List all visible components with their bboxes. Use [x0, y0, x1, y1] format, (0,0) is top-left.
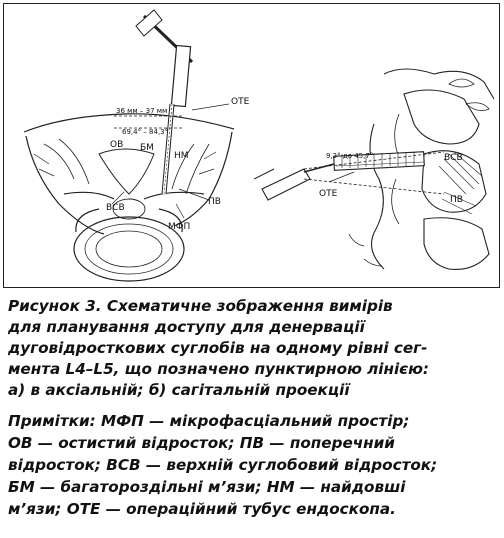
axial-bm-label: БМ — [140, 143, 154, 153]
caption-line: Рисунок 3. Схематичне зображення вимірів — [8, 297, 393, 315]
notes-line: ОВ — остистий відросток; ПВ — поперечний — [8, 434, 395, 452]
axial-measure-deg: 69,4° – 84,3° — [122, 128, 169, 136]
axial-mfp-label: МФП — [168, 222, 191, 232]
sagittal-measure-deg: 9,2° до 45,7° — [326, 152, 374, 160]
sagittal-pv-label: ПВ — [450, 195, 463, 205]
notes-line: відросток; ВСВ — верхній суглобовий відросток; — [8, 456, 438, 474]
figure-caption — [8, 296, 500, 401]
notes-line: Примітки: МФП — мікрофасціальний простір; — [8, 412, 410, 430]
caption-line: дуговідросткових суглобів на одному рівні сег- — [8, 339, 428, 357]
axial-ote-label: ОТЕ — [231, 97, 250, 107]
caption-line: для планування доступу для денервації — [8, 318, 365, 336]
axial-vsv-label: ВСВ — [106, 203, 125, 213]
axial-measure-mm: 36 мм – 37 мм — [116, 107, 168, 115]
figure-illustration — [4, 4, 499, 287]
axial-pv-label: ПВ — [208, 197, 221, 207]
sagittal-vsv-label: ВСВ — [444, 153, 463, 163]
sagittal-ote-label: ОТЕ — [319, 189, 338, 199]
figure-notes — [8, 410, 500, 520]
caption-line: мента L4–L5, що позначено пунктирною лінією: — [8, 360, 429, 378]
axial-view — [24, 10, 234, 281]
figure-frame — [3, 3, 500, 288]
caption-line: а) в аксіальній; б) сагітальній проекції — [8, 381, 350, 399]
figure-caption-block — [8, 296, 500, 520]
axial-ov-label: ОВ — [110, 140, 124, 150]
axial-nm-label: НМ — [174, 151, 189, 161]
notes-line: м’язи; ОТЕ — операційний тубус ендоскопа. — [8, 500, 396, 518]
notes-line: БМ — багатороздільні м’язи; НМ — найдовші — [8, 478, 406, 496]
sagittal-view — [254, 69, 494, 269]
